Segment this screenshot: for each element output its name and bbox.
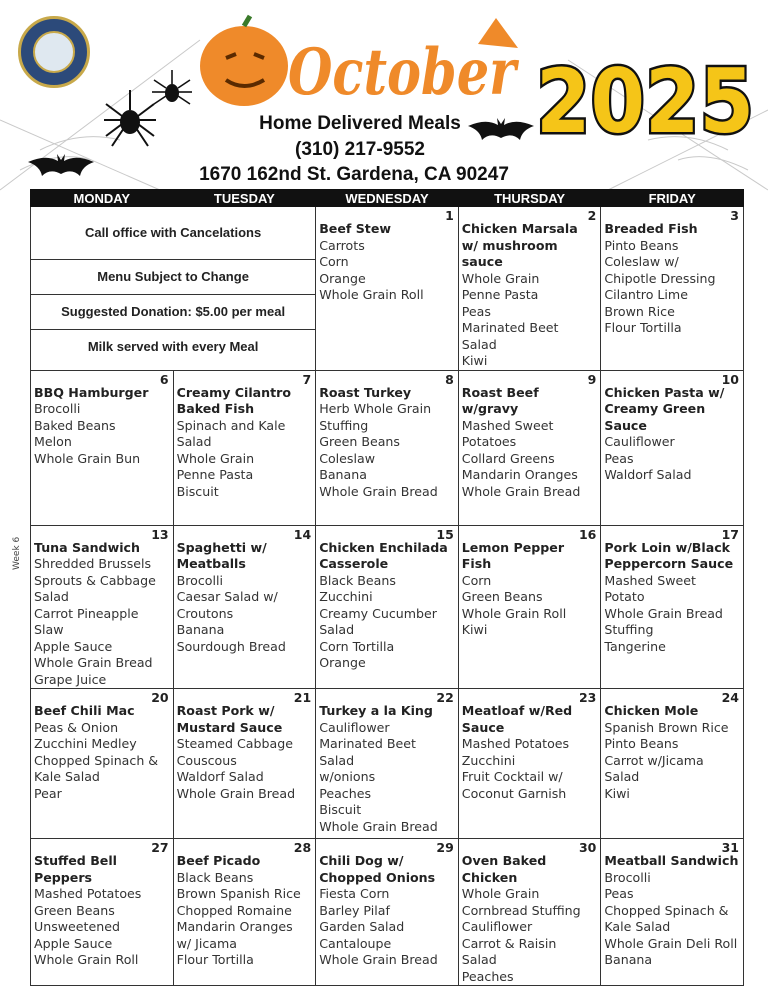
day-number: 23 bbox=[578, 690, 597, 705]
day-number: 28 bbox=[293, 840, 312, 855]
menu-item: Melon bbox=[34, 434, 72, 449]
menu-item: Pear bbox=[34, 785, 62, 801]
week-row bbox=[31, 370, 744, 525]
menu-calendar bbox=[30, 189, 744, 986]
entree-name: Spaghetti w/ Meatballs bbox=[176, 539, 267, 571]
day-number: 30 bbox=[578, 840, 597, 855]
menu-item: Orange bbox=[319, 655, 366, 670]
entree-name: BBQ Hamburger bbox=[34, 384, 149, 400]
menu-item: Banana bbox=[604, 952, 653, 967]
entree-name: Roast Pork w/ Mustard Sauce bbox=[176, 703, 283, 735]
menu-item: Whole Grain Bun bbox=[34, 450, 141, 466]
menu-item: Couscous bbox=[176, 752, 237, 768]
menu-item: Biscuit bbox=[319, 802, 362, 817]
day-cell bbox=[601, 207, 744, 371]
menu-item: Cantaloupe bbox=[319, 935, 392, 951]
address: 1670 162nd St. Gardena, CA 90247 bbox=[199, 164, 509, 185]
note-line: Milk served with every Meal bbox=[87, 338, 259, 354]
menu-item: Mashed Sweet bbox=[461, 417, 554, 433]
entree-name: Pork Loin w/Black Peppercorn Sauce bbox=[604, 539, 734, 571]
menu-item: Cornbread Stuffing bbox=[461, 902, 581, 918]
weekday-header: FRIDAY bbox=[601, 190, 744, 207]
entree-name: Roast Beef w/gravy bbox=[461, 384, 539, 416]
entree-name: Meatloaf w/Red Sauce bbox=[461, 703, 573, 735]
svg-text:2025: 2025 bbox=[536, 50, 754, 153]
menu-item: Zucchini bbox=[461, 752, 516, 768]
menu-item: Kale Salad bbox=[34, 769, 100, 784]
menu-item: Caesar Salad w/ bbox=[176, 589, 278, 604]
menu-item: Waldorf Salad bbox=[176, 769, 264, 784]
menu-item: Coleslaw bbox=[319, 450, 376, 466]
menu-item: Penne Pasta bbox=[176, 467, 254, 482]
menu-item: Brown Rice bbox=[604, 303, 675, 319]
day-cell bbox=[316, 525, 459, 689]
entree-name: Stuffed Bell Peppers bbox=[34, 853, 117, 885]
week-row bbox=[31, 207, 744, 371]
menu-item: Cauliflower bbox=[604, 434, 675, 449]
menu-item: Spinach and Kale bbox=[176, 417, 286, 433]
menu-item: Cilantro Lime bbox=[604, 287, 688, 302]
menu-item: Sprouts & Cabbage bbox=[34, 572, 156, 588]
menu-item: Carrot Pineapple Slaw bbox=[34, 605, 139, 637]
menu-item: w/onions bbox=[319, 769, 376, 784]
day-number: 1 bbox=[445, 208, 454, 223]
menu-item: Chopped Romaine bbox=[176, 902, 292, 918]
menu-item: Salad bbox=[604, 769, 640, 784]
menu-item: Peaches bbox=[461, 968, 514, 984]
day-cell bbox=[173, 689, 316, 839]
menu-item: Coleslaw w/ bbox=[604, 254, 679, 269]
menu-item: Barley Pilaf bbox=[319, 902, 390, 918]
day-cell bbox=[316, 207, 459, 371]
day-cell bbox=[31, 370, 174, 525]
menu-item: Chopped Spinach & bbox=[34, 752, 159, 768]
menu-item: Mashed Potatoes bbox=[34, 886, 142, 901]
entree-name: Turkey a la King bbox=[319, 703, 433, 718]
menu-item: Kale Salad bbox=[604, 919, 671, 934]
menu-item: Garden Salad bbox=[319, 919, 405, 934]
menu-item: Peaches bbox=[319, 785, 372, 801]
phone-number[interactable]: (310) 217-9552 bbox=[295, 139, 425, 160]
entree-name: Beef Chili Mac bbox=[34, 703, 135, 718]
day-cell bbox=[31, 839, 174, 986]
menu-item: Creamy Cucumber bbox=[319, 605, 437, 621]
menu-item: Carrot & Raisin bbox=[461, 935, 557, 951]
menu-item: Green Beans bbox=[319, 434, 400, 449]
menu-item: Fruit Cocktail w/ bbox=[461, 769, 563, 784]
menu-item: Whole Grain Bread bbox=[319, 818, 438, 834]
note-line: Menu Subject to Change bbox=[31, 260, 315, 295]
menu-item: Croutons bbox=[176, 605, 234, 621]
menu-item: Green Beans bbox=[34, 902, 115, 918]
menu-item: Tangerine bbox=[604, 638, 666, 654]
weekday-header: MONDAY bbox=[31, 190, 174, 207]
day-cell bbox=[31, 689, 174, 839]
menu-item: Whole Grain bbox=[461, 270, 540, 286]
menu-item: Whole Grain Bread bbox=[604, 605, 723, 621]
menu-item: Potato bbox=[604, 589, 645, 604]
entree-name: Creamy Cilantro Baked Fish bbox=[176, 384, 292, 416]
day-cell bbox=[601, 525, 744, 689]
entree-name: Beef Picado bbox=[176, 853, 261, 868]
day-cell bbox=[316, 839, 459, 986]
menu-item: Kiwi bbox=[461, 353, 488, 368]
menu-item: Shredded Brussels bbox=[34, 556, 152, 571]
menu-item: Whole Grain Bread bbox=[34, 655, 153, 670]
week-row bbox=[31, 689, 744, 839]
menu-item: Coconut Garnish bbox=[461, 785, 567, 801]
entree-name: Chicken Marsala w/ mushroom sauce bbox=[461, 221, 578, 269]
menu-item: Stuffing bbox=[319, 417, 369, 433]
menu-item: Baked Beans bbox=[34, 417, 116, 433]
menu-item: Kiwi bbox=[461, 622, 488, 637]
menu-item: Pinto Beans bbox=[604, 736, 679, 751]
day-cell bbox=[458, 689, 601, 839]
svg-text:October: October bbox=[288, 35, 520, 110]
menu-item: Waldorf Salad bbox=[604, 467, 692, 482]
entree-name: Chicken Pasta w/ Creamy Green Sauce bbox=[604, 384, 725, 433]
menu-item: Corn bbox=[461, 572, 492, 588]
menu-item: Whole Grain Bread bbox=[319, 952, 438, 967]
menu-item: Flour Tortilla bbox=[604, 320, 682, 335]
menu-item: w/ Jicama bbox=[176, 935, 237, 951]
menu-item: Carrot w/Jicama bbox=[604, 752, 704, 768]
menu-item: Salad bbox=[176, 434, 212, 449]
menu-item: Collard Greens bbox=[461, 450, 555, 466]
menu-item: Peas bbox=[604, 450, 634, 466]
entree-name: Beef Stew bbox=[319, 221, 391, 236]
weekday-header: WEDNESDAY bbox=[316, 190, 459, 207]
menu-item: Flour Tortilla bbox=[176, 952, 254, 967]
menu-item: Banana bbox=[176, 622, 225, 637]
day-number: 20 bbox=[151, 690, 169, 705]
menu-item: Whole Grain Roll bbox=[34, 952, 139, 967]
entree-name: Chicken Enchilada Casserole bbox=[319, 539, 448, 571]
menu-item: Spanish Brown Rice bbox=[604, 719, 729, 735]
menu-item: Fiesta Corn bbox=[319, 886, 390, 901]
day-number: 27 bbox=[151, 840, 169, 855]
menu-item: Brown Spanish Rice bbox=[176, 886, 301, 901]
october-title bbox=[196, 14, 526, 114]
menu-item: Salad bbox=[34, 589, 69, 604]
day-cell bbox=[601, 689, 744, 839]
entree-name: Tuna Sandwich bbox=[34, 539, 140, 555]
menu-item: Pinto Beans bbox=[604, 237, 679, 253]
menu-item: Biscuit bbox=[176, 483, 219, 499]
day-number: 6 bbox=[159, 371, 169, 387]
menu-item: Peas bbox=[461, 303, 491, 319]
day-cell bbox=[31, 525, 174, 689]
menu-item: Mashed Potatoes bbox=[461, 736, 570, 751]
menu-item: Penne Pasta bbox=[461, 287, 539, 302]
weekday-header: THURSDAY bbox=[458, 190, 601, 207]
note-line: Suggested Donation: $5.00 per meal bbox=[31, 295, 315, 330]
menu-item: Unsweetened bbox=[34, 919, 120, 934]
menu-item: Zucchini bbox=[319, 589, 373, 604]
menu-item: Sourdough Bread bbox=[176, 638, 286, 654]
day-number: 31 bbox=[721, 840, 739, 855]
menu-item: Mandarin Oranges bbox=[176, 919, 293, 934]
day-number: 9 bbox=[587, 371, 597, 387]
menu-item: Zucchini Medley bbox=[34, 736, 137, 751]
menu-item: Carrots bbox=[319, 237, 365, 253]
menu-item: Cauliflower bbox=[461, 919, 533, 934]
menu-item: Peas & Onion bbox=[34, 719, 119, 735]
menu-item: Mandarin Oranges bbox=[461, 467, 578, 482]
menu-item: Salad bbox=[461, 952, 497, 967]
weekday-header: TUESDAY bbox=[173, 190, 316, 207]
day-number: 2 bbox=[587, 208, 597, 223]
day-cell bbox=[316, 370, 459, 525]
day-number: 14 bbox=[293, 526, 312, 542]
menu-item: Marinated Beet Salad bbox=[461, 320, 559, 352]
menu-item: Grape Juice bbox=[34, 671, 107, 687]
menu-item: Black Beans bbox=[176, 869, 254, 885]
entree-name: Lemon Pepper Fish bbox=[461, 539, 565, 571]
menu-item: Brocolli bbox=[34, 401, 81, 416]
menu-item: Black Beans bbox=[319, 572, 396, 588]
menu-item: Whole Grain Roll bbox=[461, 605, 567, 621]
day-cell bbox=[173, 525, 316, 689]
menu-item: Steamed Cabbage bbox=[176, 736, 293, 751]
menu-item: Whole Grain bbox=[176, 450, 255, 466]
day-number: 16 bbox=[578, 526, 597, 542]
entree-name: Roast Turkey bbox=[319, 384, 412, 400]
day-number: 13 bbox=[151, 526, 169, 542]
day-number: 17 bbox=[721, 526, 739, 542]
menu-item: Brocolli bbox=[176, 572, 223, 588]
entree-name: Meatball Sandwich bbox=[604, 853, 739, 868]
menu-item: Corn Tortilla bbox=[319, 638, 395, 654]
day-cell bbox=[601, 839, 744, 986]
week-row bbox=[31, 525, 744, 689]
menu-item: Banana bbox=[319, 467, 367, 482]
entree-name: Oven Baked Chicken bbox=[461, 853, 547, 885]
menu-item: Mashed Sweet bbox=[604, 572, 696, 588]
menu-item: Whole Grain Bread bbox=[319, 483, 438, 499]
day-cell bbox=[601, 370, 744, 525]
menu-item: Orange bbox=[319, 270, 366, 286]
day-number: 21 bbox=[293, 690, 312, 705]
day-number: 24 bbox=[721, 690, 739, 705]
menu-item: Whole Grain Bread bbox=[176, 785, 296, 801]
menu-item: Marinated Beet Salad bbox=[319, 736, 416, 768]
menu-item: Whole Grain bbox=[461, 886, 540, 901]
note-line: Call office with Cancelations bbox=[31, 207, 315, 260]
menu-item: Brocolli bbox=[604, 869, 651, 885]
menu-item: Cauliflower bbox=[319, 719, 390, 735]
menu-item: Corn bbox=[319, 254, 349, 269]
menu-item: Green Beans bbox=[461, 589, 543, 604]
day-cell bbox=[458, 525, 601, 689]
day-number: 10 bbox=[721, 371, 739, 387]
menu-item: Chipotle Dressing bbox=[604, 270, 716, 286]
menu-item: Stuffing bbox=[604, 622, 654, 637]
program-name: Home Delivered Meals bbox=[259, 113, 461, 134]
menu-item: Peas bbox=[604, 886, 634, 901]
day-cell bbox=[316, 689, 459, 839]
day-cell bbox=[458, 370, 601, 525]
week-row bbox=[31, 839, 744, 986]
day-cell bbox=[458, 207, 601, 371]
day-number: 3 bbox=[730, 208, 739, 223]
day-number: 7 bbox=[302, 371, 312, 387]
menu-header bbox=[0, 0, 768, 188]
menu-item: Potatoes bbox=[461, 434, 517, 449]
day-number: 15 bbox=[436, 526, 454, 542]
menu-item: Herb Whole Grain bbox=[319, 401, 432, 416]
menu-item: Salad bbox=[319, 622, 355, 637]
menu-item: Chopped Spinach & bbox=[604, 902, 729, 918]
menu-item: Whole Grain Roll bbox=[319, 287, 424, 302]
spider-icon bbox=[150, 70, 194, 114]
menu-item: Apple Sauce bbox=[34, 935, 113, 951]
day-number: 8 bbox=[445, 371, 454, 387]
week-label: Week 6 bbox=[12, 536, 22, 570]
menu-item: Whole Grain Bread bbox=[461, 483, 581, 499]
menu-item: Kiwi bbox=[604, 785, 630, 801]
weekday-header-row bbox=[31, 190, 744, 207]
entree-name: Breaded Fish bbox=[604, 221, 698, 236]
year-title bbox=[530, 42, 760, 152]
day-cell bbox=[173, 839, 316, 986]
entree-name: Chili Dog w/ Chopped Onions bbox=[319, 853, 436, 885]
day-cell bbox=[173, 370, 316, 525]
notes-box bbox=[31, 207, 316, 371]
menu-item: Whole Grain Deli Roll bbox=[604, 935, 738, 951]
day-number: 29 bbox=[436, 840, 454, 855]
day-number: 22 bbox=[436, 690, 454, 705]
day-cell bbox=[458, 839, 601, 986]
entree-name: Chicken Mole bbox=[604, 703, 699, 718]
menu-item: Apple Sauce bbox=[34, 638, 113, 654]
